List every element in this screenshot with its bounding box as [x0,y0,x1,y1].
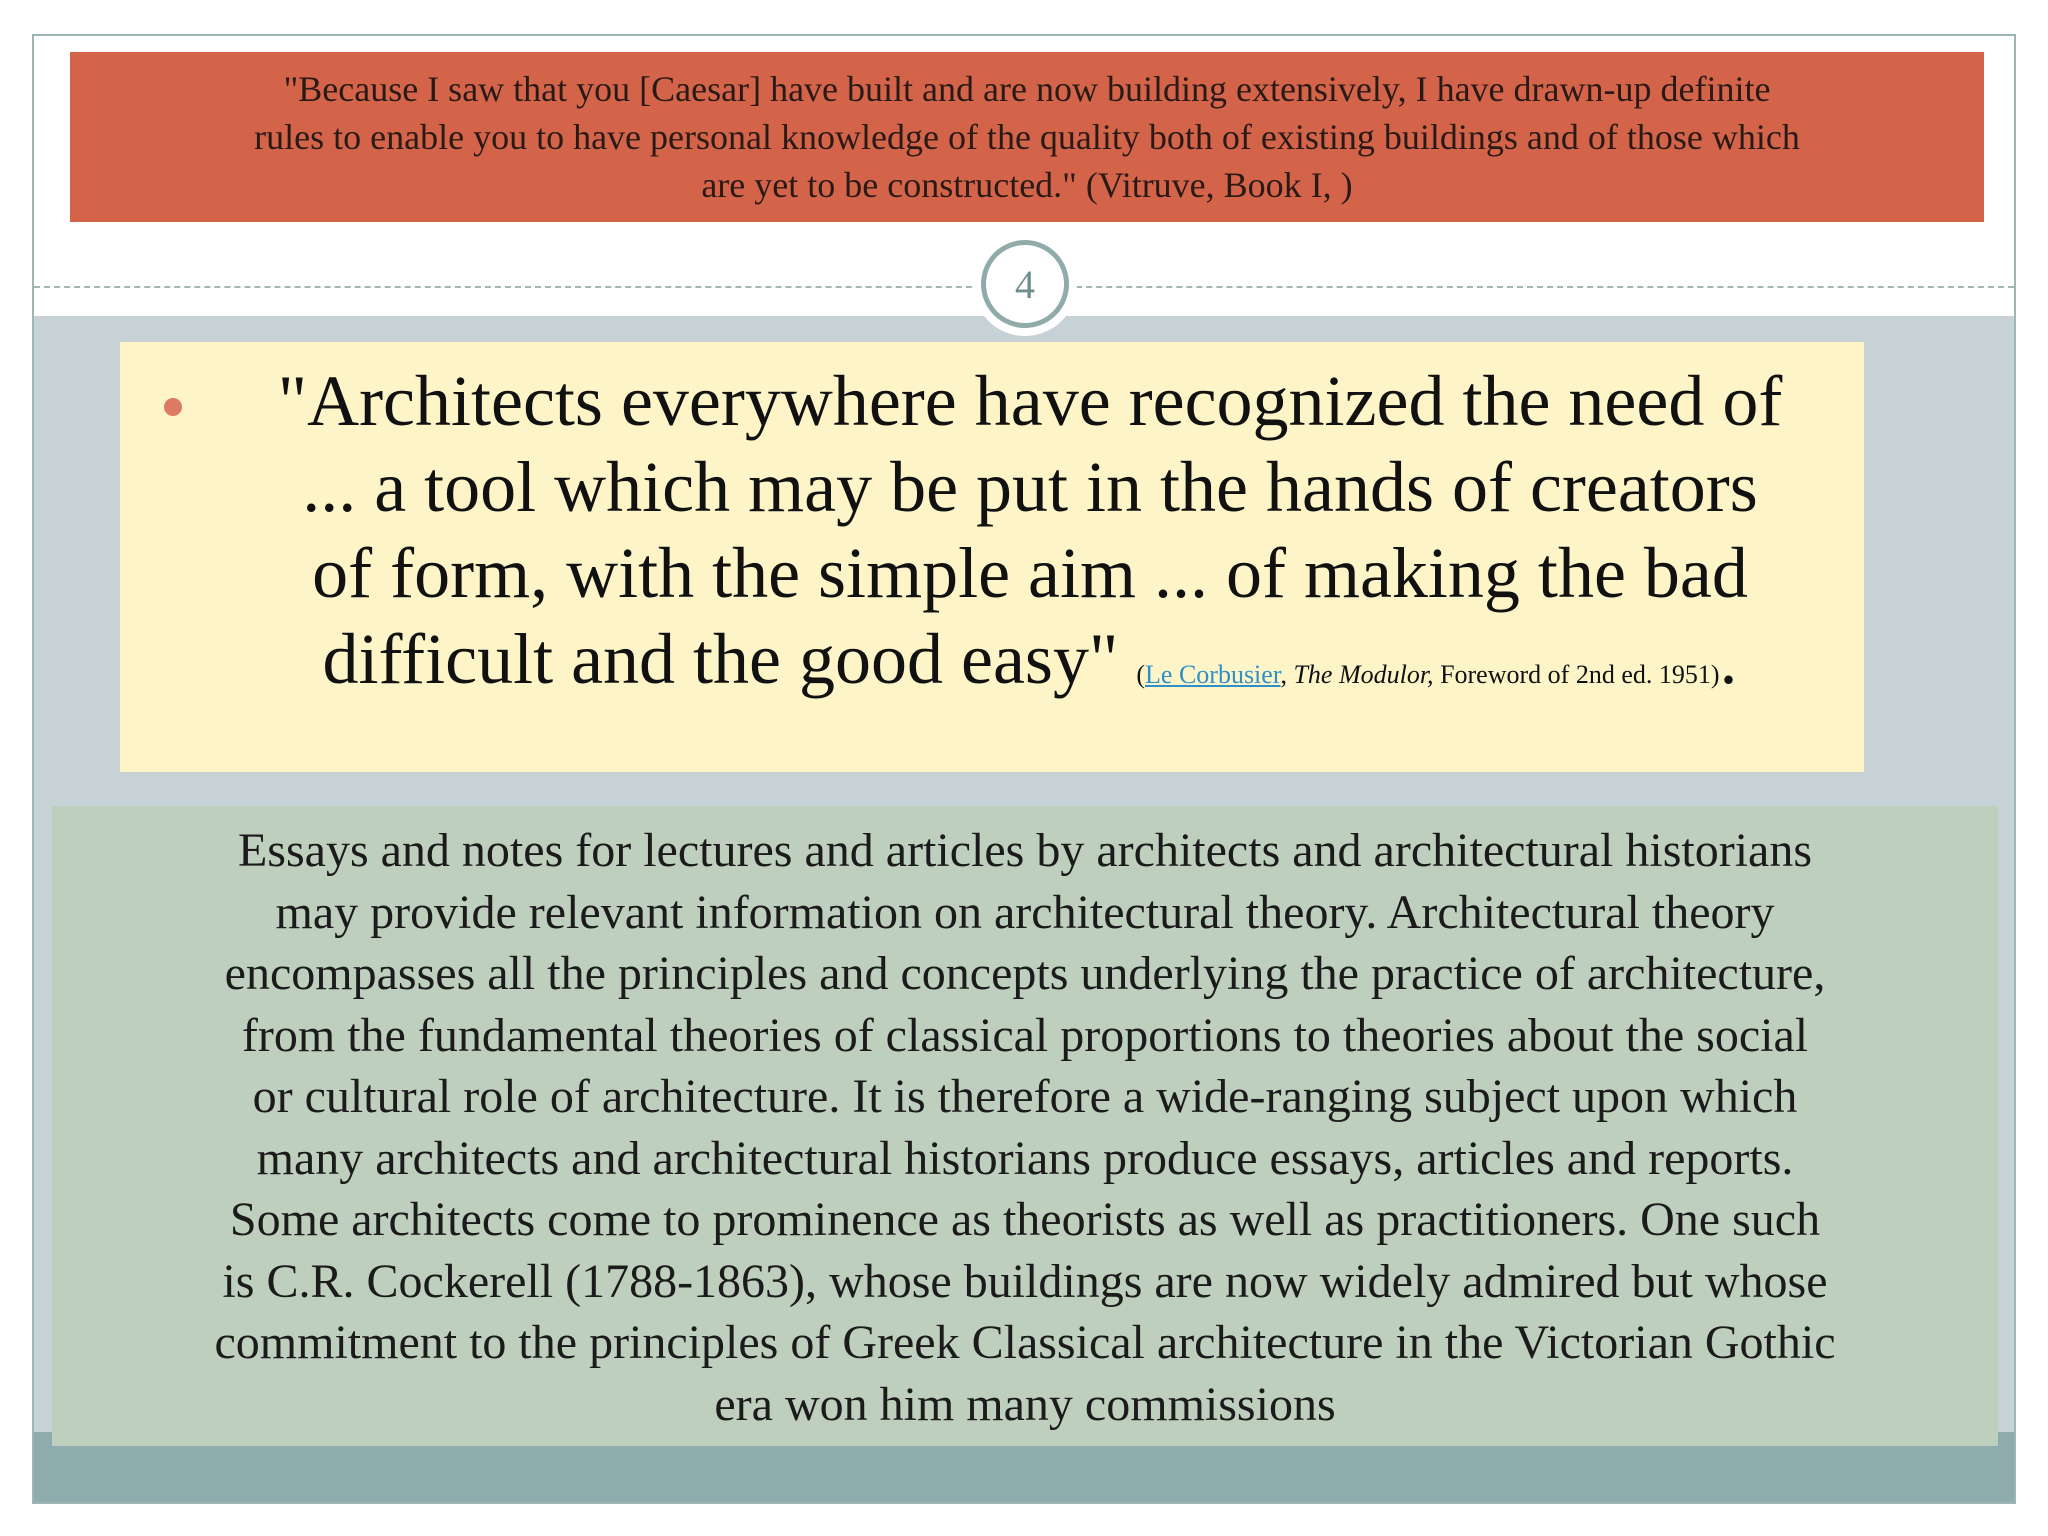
essay-line: or cultural role of architecture. It is therefore a wide-ranging subject upon which [252,1070,1798,1123]
banner-line: rules to enable you to have personal knowledge of the quality both of existing buildings and of those which [254,117,1800,157]
citation-open: ( [1136,660,1146,689]
essay-line: from the fundamental theories of classical proportions to theories about the social [241,1008,1809,1062]
page-number-badge [973,232,1077,336]
quote-line: ... a tool which may be put in the hands of creators [302,447,1758,527]
essay-line: many architects and architectural historians produce essays, articles and reports. [256,1131,1794,1185]
citation-end: . [1719,619,1738,699]
essay-text-box [52,806,1998,1446]
citation-sep: , [1280,660,1294,689]
corbusier-quote [220,358,1840,702]
bullet-icon [164,398,182,416]
banner-line: "Because I saw that you [Caesar] have built and are now building extensively, I have drawn-up definite [283,69,1771,109]
essay-line: encompasses all the principles and concepts underlying the practice of architecture, [224,947,1826,1000]
essay-line: Essays and notes for lectures and articles by architects and architectural historians [237,824,1813,877]
essay-line: commitment to the principles of Greek Classical architecture in the Victorian Gothic [214,1316,1836,1369]
essay-line: Some architects come to prominence as theorists as well as practitioners. One such [229,1193,1821,1246]
page-number: 4 [981,240,1069,328]
essay-line: may provide relevant information on architectural theory. Architectural theory [275,885,1775,939]
citation [1136,660,1719,689]
quote-line-last [220,616,1840,702]
quote-line-text: difficult and the good easy" [322,619,1119,699]
banner-line: are yet to be constructed." (Vitruve, Book I, ) [701,165,1353,205]
essay-line: is C.R. Cockerell (1788-1863), whose buildings are now widely admired but whose [222,1254,1828,1308]
quote-line: of form, with the simple aim ... of making the bad [312,533,1748,613]
quote-line: "Architects everywhere have recognized the need of [277,361,1783,441]
slide [32,34,2016,1504]
le-corbusier-link[interactable]: Le Corbusier [1145,660,1281,689]
citation-title: The Modulor, [1293,660,1434,689]
citation-rest: Foreword of 2nd ed. 1951) [1433,660,1720,689]
vitruvius-quote-banner [70,52,1984,222]
corbusier-quote-box [120,342,1864,772]
essay-line: era won him many commissions [714,1377,1336,1431]
